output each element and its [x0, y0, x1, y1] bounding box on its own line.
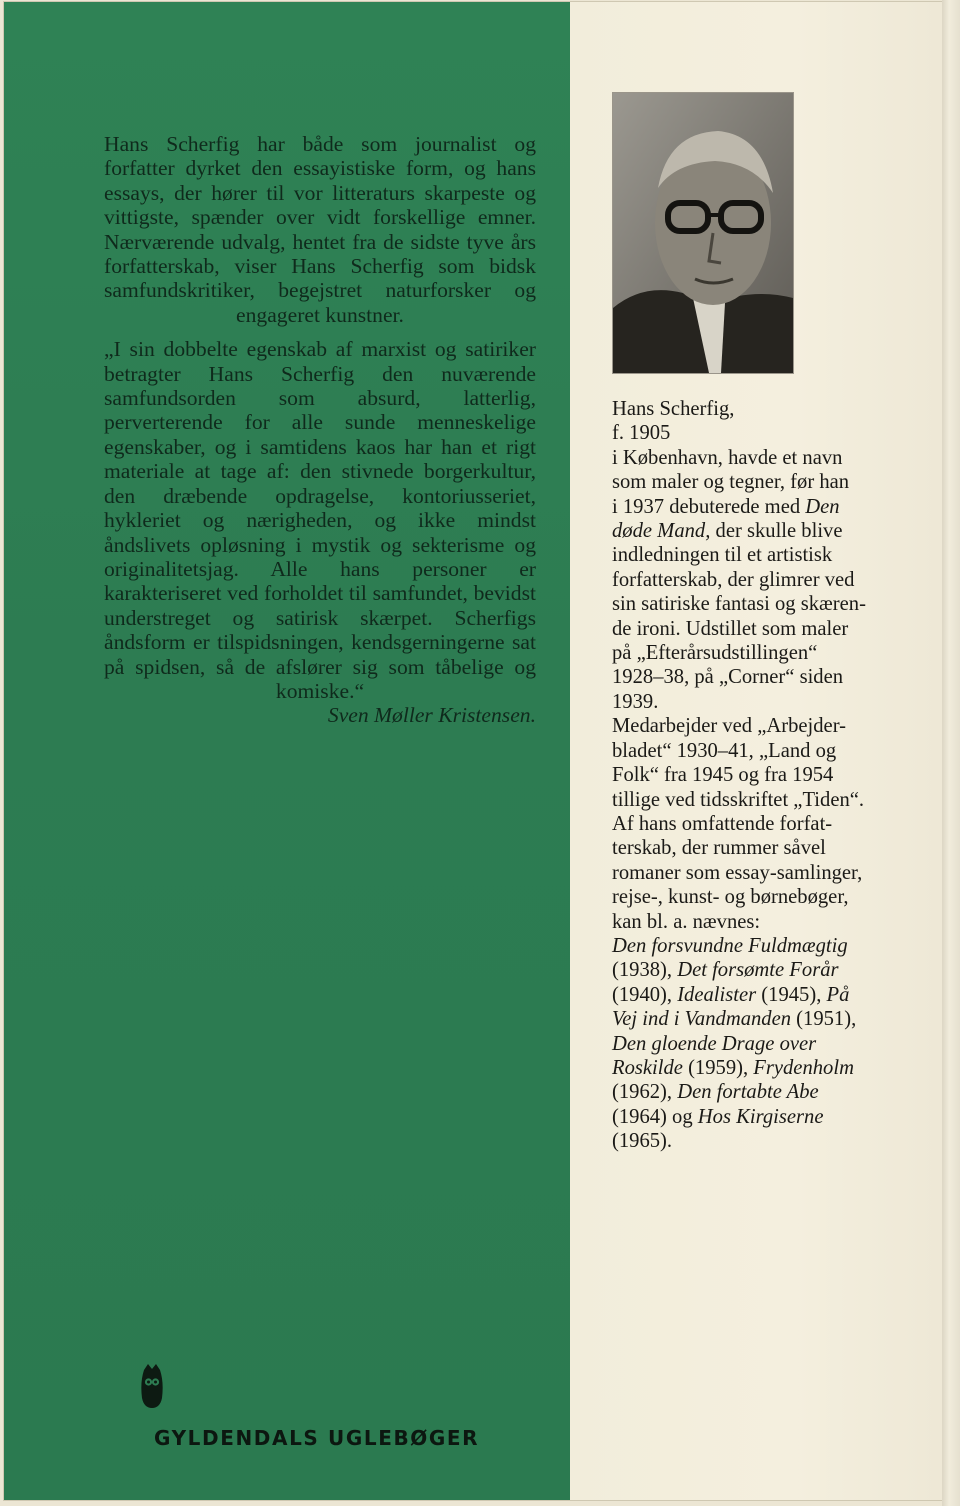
bio-line [612, 1105, 937, 1129]
bio-line: Folk“ fra 1945 og fra 1954 [612, 764, 834, 787]
bio-line: 1928–38, på „Corner“ siden [612, 666, 844, 689]
book-title: Den forsvundne Fuldmægtig [612, 934, 848, 957]
bio-text: (1962), [612, 1081, 678, 1104]
bio-line: de ironi. Udstillet som maler [612, 617, 849, 640]
bio-text: (1964) og [612, 1105, 698, 1128]
book-title: Roskilde [612, 1056, 683, 1079]
bio-line [612, 934, 937, 958]
book-title: Hos Kirgiserne [697, 1105, 824, 1128]
bio-text: i 1937 debuterede med [612, 495, 806, 518]
book-title: Vej ind i Vandmanden [612, 1008, 792, 1031]
bio-line: Medarbejder ved „Arbejder- [612, 715, 847, 738]
bio-line: sin satiriske fantasi og skæren- [612, 593, 866, 616]
book-title: Frydenholm [753, 1056, 854, 1079]
book-title: På [826, 983, 850, 1006]
bio-line [612, 958, 937, 982]
quote-signature: Sven Møller Kristensen. [327, 703, 536, 728]
book-title: døde Mand, [612, 520, 711, 543]
bio-line: bladet“ 1930–41, „Land og [612, 739, 837, 762]
bio-text: (1938), [612, 959, 678, 982]
bio-line: i København, havde et navn [612, 446, 843, 469]
page-edge [942, 0, 960, 1506]
bio-line [612, 495, 937, 519]
bio-line: tillige ved tidsskriftet „Tiden“. [612, 788, 865, 811]
bio-line [612, 1007, 937, 1031]
bio-line: forfatterskab, der glimrer ved [612, 568, 855, 591]
bio-line: 1939. [612, 690, 659, 713]
blurb-paragraph: Hans Scherfig har både som journalist og forfatter dyrket den essayistiske form, og hans essays, der hører til vor litteraturs skarpeste og vittigste, spænder over vidt forskellige emner. Nærværende udvalg, hentet fra de sidste tyve års forfatterskab, viser Hans Scherfig som bidsk samfundskritiker, begejstret naturforsker og engageret kunstner. [104, 132, 536, 327]
cream-panel [570, 2, 942, 1500]
book-title: Idealister [677, 983, 757, 1006]
bio-line [612, 1032, 937, 1056]
bio-line [612, 983, 937, 1007]
blurb-text [104, 132, 536, 728]
bio-line: rejse-, kunst- og børnebøger, [612, 886, 849, 909]
book-title: Den fortabte Abe [677, 1081, 819, 1104]
book-title: Det forsømte Forår [677, 959, 839, 982]
bio-text: (1940), [612, 983, 678, 1006]
owl-icon [140, 1364, 164, 1408]
bio-line: f. 1905 [612, 422, 671, 445]
bio-line [612, 519, 937, 543]
author-portrait-photo [612, 92, 794, 374]
bio-line: Af hans omfattende forfat- [612, 812, 833, 835]
book-title: Den [805, 495, 840, 518]
blurb-quote: „I sin dobbelte egenskab af marxist og satiriker betragter Hans Scherfig den nuværende samfundsorden som absurd, latterlig, perverterende for alle sunde menneskelige egenskaber, og i samtidens kaos har han et rigt materiale at tage af: den stivnede borgerkultur, den dræbende opdragelse, kontoriusseriet, hykleriet og nærigheden, og ikke mindst åndslivets opløsning i mystik og sekterisme og originalitetsjag. Alle hans personer er karakteriseret ved forholdet til samfundet, bevidst understreget og satirisk skærpet. Scherfigs åndsform er tilspidsningen, kendsgerningerne sat på spidsen, så de afslører sig som tåbelige og komiske.“ [104, 337, 536, 703]
bio-text: (1959), [682, 1056, 754, 1079]
bio-text: (1951), [791, 1008, 857, 1031]
author-bio [612, 397, 937, 1154]
book-back-cover [4, 2, 942, 1500]
bio-line: terskab, der rummer såvel [612, 837, 826, 860]
bio-line: kan bl. a. nævnes: [612, 910, 761, 933]
bio-line [612, 1080, 937, 1104]
book-title: Den gloende Drage over [612, 1032, 817, 1055]
bio-text: (1945), [756, 983, 827, 1006]
bio-text: der skulle blive [710, 520, 843, 543]
bio-line: (1965). [612, 1130, 673, 1153]
bio-line: Hans Scherfig, [612, 398, 735, 420]
green-panel [4, 2, 570, 1500]
publisher-imprint: GYLDENDALS UGLEBØGER [154, 1426, 480, 1450]
bio-line: på „Efterårsudstillingen“ [612, 642, 818, 665]
bio-line [612, 1056, 937, 1080]
bio-line: romaner som essay-samlinger, [612, 861, 863, 884]
bio-line: som maler og tegner, før han [612, 471, 850, 494]
bio-line: indledningen til et artistisk [612, 544, 833, 567]
